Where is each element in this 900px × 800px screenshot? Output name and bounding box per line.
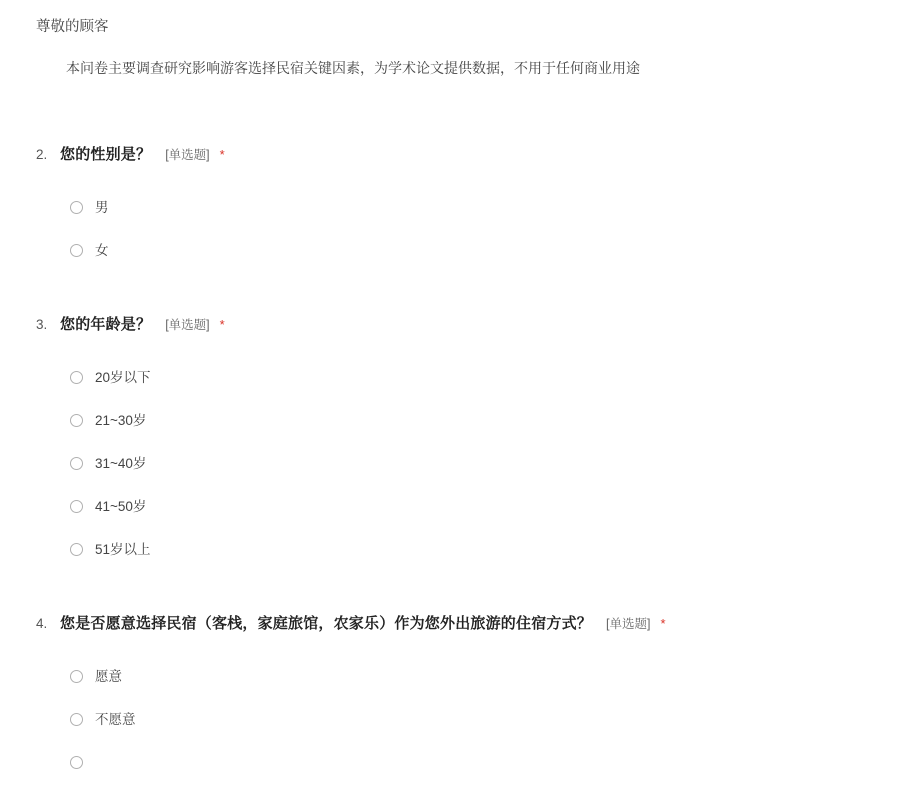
options-list xyxy=(0,665,900,775)
option-item[interactable] xyxy=(0,452,900,476)
question-number: 3. xyxy=(36,316,48,332)
option-label: 20岁以下 xyxy=(95,370,151,386)
question-type-label: [单选题] xyxy=(165,147,210,162)
option-label: 愿意 xyxy=(95,669,122,685)
question-type-label: [单选题] xyxy=(606,616,651,631)
required-asterisk: * xyxy=(219,316,225,332)
question-header xyxy=(0,612,900,633)
option-item[interactable] xyxy=(0,708,900,732)
required-asterisk: * xyxy=(660,615,666,631)
radio-icon[interactable] xyxy=(70,500,83,513)
question-block xyxy=(0,313,900,562)
option-item[interactable] xyxy=(0,366,900,390)
question-number: 4. xyxy=(36,615,48,631)
option-item[interactable] xyxy=(0,409,900,433)
question-title: 您的性别是？ xyxy=(60,145,152,163)
greeting-text: 尊敬的顾客 xyxy=(36,19,109,35)
question-header xyxy=(0,143,900,164)
question-number: 2. xyxy=(36,146,48,162)
radio-icon[interactable] xyxy=(70,543,83,556)
option-label: 女 xyxy=(95,243,109,259)
option-label: 51岁以上 xyxy=(95,542,151,558)
option-label: 男 xyxy=(95,200,109,216)
question-type-label: [单选题] xyxy=(165,317,210,332)
survey-intro xyxy=(0,0,900,81)
option-label: 不愿意 xyxy=(95,712,136,728)
option-item[interactable] xyxy=(0,665,900,689)
question-title: 您的年龄是？ xyxy=(60,315,152,333)
options-list xyxy=(0,366,900,562)
intro-description: 本问卷主要调查研究影响游客选择民宿关键因素，为学术论文提供数据，不用于任何商业用途 xyxy=(66,60,640,77)
option-item[interactable] xyxy=(0,239,900,263)
radio-icon[interactable] xyxy=(70,670,83,683)
question-title: 您是否愿意选择民宿（客栈，家庭旅馆，农家乐）作为您外出旅游的住宿方式？ xyxy=(60,614,593,632)
option-item[interactable] xyxy=(0,495,900,519)
option-label: 41~50岁 xyxy=(95,499,147,515)
radio-icon[interactable] xyxy=(70,756,83,769)
option-label: 31~40岁 xyxy=(95,456,147,472)
option-item[interactable] xyxy=(0,196,900,220)
radio-icon[interactable] xyxy=(70,371,83,384)
radio-icon[interactable] xyxy=(70,244,83,257)
radio-icon[interactable] xyxy=(70,457,83,470)
question-block xyxy=(0,143,900,263)
options-list xyxy=(0,196,900,263)
required-asterisk: * xyxy=(219,146,225,162)
question-header xyxy=(0,313,900,334)
radio-icon[interactable] xyxy=(70,414,83,427)
option-label: 21~30岁 xyxy=(95,413,147,429)
radio-icon[interactable] xyxy=(70,201,83,214)
option-item[interactable] xyxy=(0,751,900,775)
radio-icon[interactable] xyxy=(70,713,83,726)
question-block xyxy=(0,612,900,775)
option-item[interactable] xyxy=(0,538,900,562)
